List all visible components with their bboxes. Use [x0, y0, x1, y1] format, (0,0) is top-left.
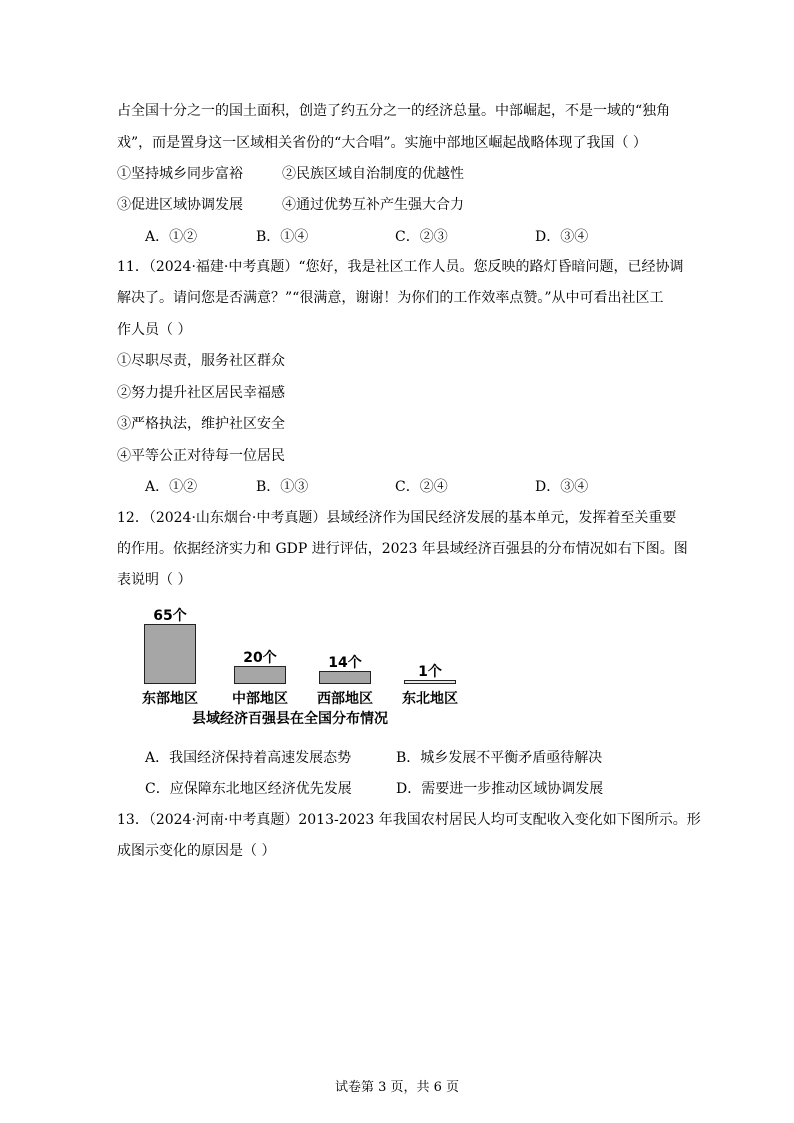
- q10-text-line-2: 戏”，而是置身这一区域相关省份的“大合唱”。实施中部地区崛起战略体现了我国（ ）: [117, 135, 647, 151]
- bar-value-label-4: 1个: [418, 664, 442, 680]
- q11-text-line-3: 作人员（ ）: [117, 322, 192, 338]
- q12-text-line-2: 的作用。依据经济实力和 GDP 进行评估，2023 年县域经济百强县的分布情况如右下图。图: [117, 541, 688, 557]
- q10-option-b[interactable]: B．①④: [256, 229, 309, 245]
- category-label-1: 东部地区: [142, 691, 198, 707]
- q12-text-line-3: 表说明（ ）: [117, 572, 192, 588]
- q10-option-a[interactable]: A．①②: [145, 229, 198, 245]
- chart-title: 县域经济百强县在全国分布情况: [192, 711, 388, 727]
- q10-option-c[interactable]: C．②③: [395, 229, 448, 245]
- q10-statement-2: ②民族区域自治制度的优越性: [282, 166, 464, 182]
- q10-option-d[interactable]: D．③④: [535, 229, 589, 245]
- q11-statement-1: ①尽职尽责，服务社区群众: [117, 353, 285, 369]
- q12-option-c[interactable]: C．应保障东北地区经济优先发展: [145, 781, 352, 797]
- q11-text-line-1: 11．（2024·福建·中考真题）“您好，我是社区工作人员。您反映的路灯昏暗问题，已经协调: [117, 259, 684, 275]
- q11-option-a[interactable]: A．①②: [145, 479, 198, 495]
- bar-value-label-2: 20个: [243, 650, 277, 666]
- category-label-4: 东北地区: [402, 691, 458, 707]
- q10-statement-4: ④通过优势互补产生强大合力: [282, 197, 464, 213]
- q12-text-line-1: 12．（2024·山东烟台·中考真题）县域经济作为国民经济发展的基本单元，发挥着至关重要: [117, 510, 677, 526]
- page-footer: 试卷第 3 页，共 6 页: [334, 1080, 460, 1095]
- q11-option-c[interactable]: C．②④: [395, 479, 448, 495]
- bar-value-label-1: 65个: [153, 608, 187, 624]
- q11-option-d[interactable]: D．③④: [535, 479, 589, 495]
- q13-text-line-2: 成图示变化的原因是（ ）: [117, 843, 276, 859]
- bar-1: [144, 624, 196, 684]
- q11-option-b[interactable]: B．①③: [256, 479, 309, 495]
- category-label-3: 西部地区: [317, 691, 373, 707]
- bar-value-label-3: 14个: [328, 655, 362, 671]
- q13-text-line-1: 13．（2024·河南·中考真题）2013-2023 年我国农村居民人均可支配收入变化如下图所示。形: [117, 812, 701, 828]
- q11-statement-2: ②努力提升社区居民幸福感: [117, 385, 285, 401]
- county-distribution-chart: [130, 602, 490, 732]
- q12-option-d[interactable]: D．需要进一步推动区域协调发展: [396, 781, 604, 797]
- q11-text-line-2: 解决了。请问您是否满意？”“很满意，谢谢！为你们的工作效率点赞。”从中可看出社区工: [117, 290, 664, 306]
- bar-3: [319, 671, 371, 684]
- q10-text-line-1: 占全国十分之一的国土面积，创造了约五分之一的经济总量。中部崛起，不是一域的“独角: [117, 103, 671, 119]
- q12-option-a[interactable]: A．我国经济保持着高速发展态势: [145, 750, 352, 766]
- category-label-2: 中部地区: [232, 691, 288, 707]
- bar-2: [234, 666, 286, 684]
- q11-statement-4: ④平等公正对待每一位居民: [117, 448, 285, 464]
- q12-option-b[interactable]: B．城乡发展不平衡矛盾亟待解决: [396, 750, 603, 766]
- q11-statement-3: ③严格执法，维护社区安全: [117, 416, 285, 432]
- q10-statement-1: ①坚持城乡同步富裕: [117, 166, 243, 182]
- q10-statement-3: ③促进区域协调发展: [117, 197, 243, 213]
